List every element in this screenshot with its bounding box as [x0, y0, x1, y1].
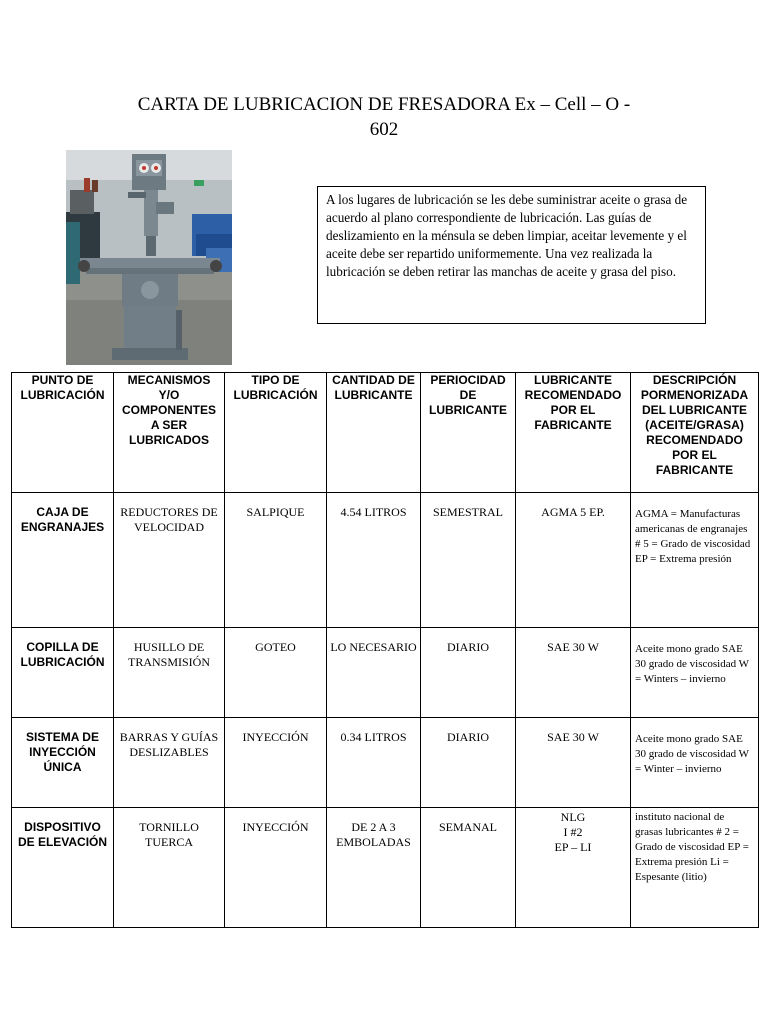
table-row [12, 493, 759, 628]
period-cell: DIARIO [421, 718, 516, 808]
type-cell: INYECCIÓN [225, 718, 327, 808]
description-cell: AGMA = Manufacturas americanas de engranajes # 5 = Grado de viscosidad EP = Extrema presión [631, 493, 759, 628]
lubricant-cell: AGMA 5 EP. [516, 493, 631, 628]
lubricant-cell [516, 808, 631, 928]
header-cell: CANTIDAD DE LUBRICANTE [327, 373, 421, 493]
lubrication-instructions-box [317, 186, 706, 324]
lubricant-line: EP – LI [554, 840, 592, 854]
table-row [12, 718, 759, 808]
type-cell: GOTEO [225, 628, 327, 718]
lubricant-cell: SAE 30 W [516, 628, 631, 718]
lubricant-line: NLG [560, 810, 586, 824]
table-row [12, 808, 759, 928]
mechanism-cell: HUSILLO DE TRANSMISIÓN [114, 628, 225, 718]
header-cell: LUBRICANTE RECOMENDADO POR EL FABRICANTE [516, 373, 631, 493]
header-cell: TIPO DE LUBRICACIÓN [225, 373, 327, 493]
period-cell: SEMANAL [421, 808, 516, 928]
description-cell: Aceite mono grado SAE 30 grado de viscosidad W = Winter – invierno [631, 718, 759, 808]
point-cell: CAJA DE ENGRANAJES [12, 493, 114, 628]
mechanism-cell: TORNILLO TUERCA [114, 808, 225, 928]
quantity-cell: LO NECESARIO [327, 628, 421, 718]
header-cell: PUNTO DE LUBRICACIÓN [12, 373, 114, 493]
type-cell: SALPIQUE [225, 493, 327, 628]
lubricant-line: I #2 [563, 825, 583, 839]
period-cell: SEMESTRAL [421, 493, 516, 628]
quantity-cell: 4.54 LITROS [327, 493, 421, 628]
title-line-2: 602 [369, 119, 399, 140]
type-cell: INYECCIÓN [225, 808, 327, 928]
document-title [80, 92, 688, 142]
lubrication-chart-table [11, 372, 759, 928]
quantity-cell: DE 2 A 3 EMBOLADAS [327, 808, 421, 928]
mechanism-cell: BARRAS Y GUÍAS DESLIZABLES [114, 718, 225, 808]
quantity-cell: 0.34 LITROS [327, 718, 421, 808]
lubrication-instructions-text: A los lugares de lubricación se les debe suministrar aceite o grasa de acuerdo al plano correspondiente de lubricación. Las guías de deslizamiento en la ménsula se deben limpiar, aceitar levemente y el aceite debe ser repartido uniformemente. Una vez realizada la lubricación se deben retirar las manchas de aceite y grasa del piso. [326, 192, 688, 279]
point-cell: SISTEMA DE INYECCIÓN ÚNICA [12, 718, 114, 808]
milling-machine-photo [66, 150, 232, 365]
milling-machine-illustration [66, 150, 232, 365]
mechanism-cell: REDUCTORES DE VELOCIDAD [114, 493, 225, 628]
table-row [12, 628, 759, 718]
header-cell: DESCRIPCIÓN PORMENORIZADA DEL LUBRICANTE (ACEITE/GRASA) RECOMENDADO POR EL FABRICANTE [631, 373, 759, 493]
description-cell: Aceite mono grado SAE 30 grado de viscosidad W = Winters – invierno [631, 628, 759, 718]
header-cell: MECANISMOS Y/O COMPONENTES A SER LUBRICADOS [114, 373, 225, 493]
description-cell: instituto nacional de grasas lubricantes # 2 = Grado de viscosidad EP = Extrema presión Li = Espesante (litio) [631, 808, 759, 928]
period-cell: DIARIO [421, 628, 516, 718]
table-header-row [12, 373, 759, 493]
header-cell: PERIOCIDAD DE LUBRICANTE [421, 373, 516, 493]
lubricant-cell: SAE 30 W [516, 718, 631, 808]
point-cell: COPILLA DE LUBRICACIÓN [12, 628, 114, 718]
title-line-1: CARTA DE LUBRICACION DE FRESADORA Ex – Cell – O - [137, 94, 631, 115]
point-cell: DISPOSITIVO DE ELEVACIÓN [12, 808, 114, 928]
